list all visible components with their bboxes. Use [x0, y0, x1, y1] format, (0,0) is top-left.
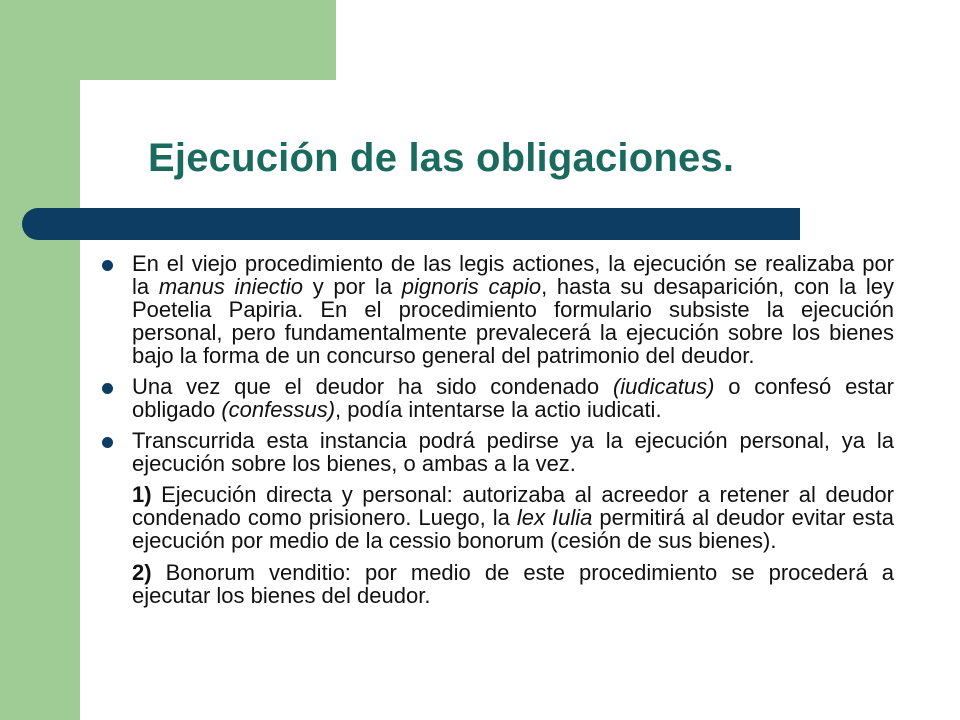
text-segment: y por la [303, 274, 402, 299]
text-segment: Ejecución directa y personal: autorizaba al acreedor a retener al deudor condenado como prisionero. Luego, la [132, 482, 894, 530]
italic-term-manus-iniectio: manus iniectio [158, 274, 304, 299]
text-segment: Transcurrida esta instancia podrá pedirse ya la ejecución personal, ya la ejecución sobre los bienes, o ambas a la vez. [132, 428, 894, 476]
text-segment: permitirá al deudor evitar esta ejecución por medio de la cessio bonorum (cesión de sus bienes). [132, 505, 895, 553]
subitem-number: 1) [132, 482, 152, 507]
bullet-item-legis-actiones [132, 252, 894, 367]
bullet-list [132, 252, 894, 616]
text-segment: , podía intentarse la actio iudicati. [335, 397, 662, 422]
subitem-number: 2) [132, 560, 152, 585]
text-segment: , hasta su desaparición, con la ley Poetelia Papiria. En el procedimiento formulario subsiste la ejecución personal, pero fundamentalmente prevalecerá la ejecución sobre los bienes bajo la forma de un concurso general del patrimonio del deudor. [132, 274, 895, 368]
green-left-band [0, 0, 80, 720]
text-segment: Una vez que el deudor ha sido condenado [132, 374, 613, 399]
green-top-band [80, 0, 336, 80]
text-segment: Bonorum venditio: por medio de este procedimiento se procederá a ejecutar los bienes del deudor. [132, 560, 894, 608]
italic-term-pignoris-capio: pignoris capio [401, 274, 542, 299]
italic-term-confessus: (confessus) [221, 397, 336, 422]
bullet-item-deudor-condenado [132, 375, 894, 421]
text-segment: o confesó estar obligado [132, 374, 894, 422]
slide-title: Ejecución de las obligaciones. [148, 136, 735, 180]
title-underline-bar [22, 208, 800, 240]
italic-term-iudicatus: (iudicatus) [612, 374, 715, 399]
subitem-ejecucion-personal [132, 483, 894, 552]
bullet-item-transcurrida [132, 429, 894, 475]
text-segment: En el viejo procedimiento de las legis actiones, la ejecución se realizaba por la [132, 251, 894, 299]
subitem-bonorum-venditio [132, 561, 894, 607]
italic-term-lex-iulia: lex Iulia [516, 505, 593, 530]
